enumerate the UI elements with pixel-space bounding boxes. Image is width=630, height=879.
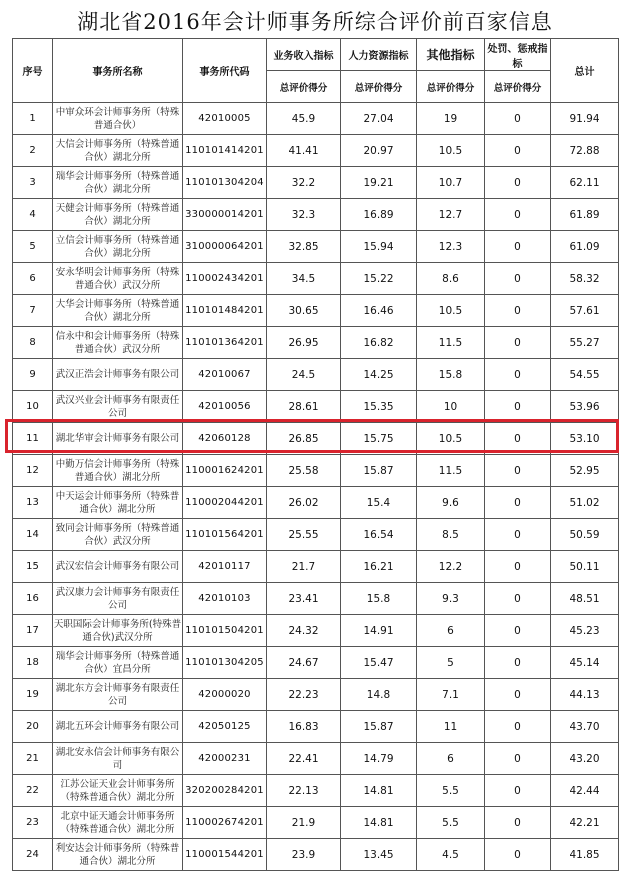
- col-header-revenue: 业务收入指标: [267, 39, 341, 71]
- revenue-score-cell: 45.9: [267, 103, 341, 135]
- revenue-score-cell: 25.55: [267, 519, 341, 551]
- penalty-score-cell: 0: [485, 615, 551, 647]
- hr-score-cell: 13.45: [341, 839, 417, 871]
- code-cell: 42010067: [183, 359, 267, 391]
- table-row: [13, 135, 619, 167]
- penalty-score-cell: 0: [485, 839, 551, 871]
- penalty-score-cell: 0: [485, 199, 551, 231]
- total-cell: 57.61: [551, 295, 619, 327]
- header-row: [13, 39, 619, 71]
- seq-cell: 4: [13, 199, 53, 231]
- highlight-box: [5, 419, 619, 453]
- name-cell: 大华会计师事务所（特殊普通合伙）湖北分所: [53, 295, 183, 327]
- name-cell: 中勤万信会计师事务所（特殊普通合伙）湖北分所: [53, 455, 183, 487]
- name-cell: 江苏公证天业会计师事务所（特殊普通合伙）湖北分所: [53, 775, 183, 807]
- revenue-score-cell: 34.5: [267, 263, 341, 295]
- other-score-cell: 11.5: [417, 327, 485, 359]
- hr-score-cell: 15.87: [341, 711, 417, 743]
- revenue-score-cell: 22.23: [267, 679, 341, 711]
- code-cell: 42010056: [183, 391, 267, 423]
- seq-cell: 24: [13, 839, 53, 871]
- total-cell: 43.70: [551, 711, 619, 743]
- total-cell: 48.51: [551, 583, 619, 615]
- revenue-score-cell: 24.67: [267, 647, 341, 679]
- seq-cell: 6: [13, 263, 53, 295]
- total-cell: 42.44: [551, 775, 619, 807]
- name-cell: 武汉正浩会计师事务有限公司: [53, 359, 183, 391]
- hr-score-cell: 15.87: [341, 455, 417, 487]
- penalty-score-cell: 0: [485, 583, 551, 615]
- revenue-score-cell: 21.9: [267, 807, 341, 839]
- hr-score-cell: 16.46: [341, 295, 417, 327]
- col-header-total: 总计: [551, 39, 619, 103]
- other-score-cell: 10.7: [417, 167, 485, 199]
- revenue-score-cell: 25.58: [267, 455, 341, 487]
- revenue-score-cell: 26.95: [267, 327, 341, 359]
- penalty-score-cell: 0: [485, 295, 551, 327]
- seq-cell: 1: [13, 103, 53, 135]
- penalty-score-cell: 0: [485, 519, 551, 551]
- penalty-score-cell: 0: [485, 647, 551, 679]
- hr-score-cell: 14.81: [341, 807, 417, 839]
- name-cell: 中审众环会计师事务所（特殊普通合伙）: [53, 103, 183, 135]
- name-cell: 致同会计师事务所（特殊普通合伙）武汉分所: [53, 519, 183, 551]
- table-row: [13, 551, 619, 583]
- revenue-score-cell: 26.85: [267, 423, 341, 455]
- subheader-other-score: 总评价得分: [417, 71, 485, 103]
- table-row: [13, 359, 619, 391]
- penalty-score-cell: 0: [485, 679, 551, 711]
- hr-score-cell: 15.4: [341, 487, 417, 519]
- hr-score-cell: 16.82: [341, 327, 417, 359]
- hr-score-cell: 20.97: [341, 135, 417, 167]
- penalty-score-cell: 0: [485, 711, 551, 743]
- penalty-score-cell: 0: [485, 423, 551, 455]
- other-score-cell: 12.2: [417, 551, 485, 583]
- name-cell: 瑞华会计师事务所（特殊普通合伙）宜昌分所: [53, 647, 183, 679]
- penalty-score-cell: 0: [485, 327, 551, 359]
- code-cell: 42010005: [183, 103, 267, 135]
- hr-score-cell: 14.79: [341, 743, 417, 775]
- total-cell: 72.88: [551, 135, 619, 167]
- other-score-cell: 5.5: [417, 775, 485, 807]
- hr-score-cell: 15.8: [341, 583, 417, 615]
- hr-score-cell: 14.81: [341, 775, 417, 807]
- code-cell: 110101564201: [183, 519, 267, 551]
- other-score-cell: 11: [417, 711, 485, 743]
- penalty-score-cell: 0: [485, 103, 551, 135]
- total-cell: 53.10: [551, 423, 619, 455]
- total-cell: 52.95: [551, 455, 619, 487]
- penalty-score-cell: 0: [485, 391, 551, 423]
- other-score-cell: 5.5: [417, 807, 485, 839]
- other-score-cell: 12.7: [417, 199, 485, 231]
- hr-score-cell: 14.91: [341, 615, 417, 647]
- total-cell: 44.13: [551, 679, 619, 711]
- table-row: [13, 583, 619, 615]
- table-row: [13, 839, 619, 871]
- code-cell: 110101364201: [183, 327, 267, 359]
- penalty-score-cell: 0: [485, 807, 551, 839]
- seq-cell: 12: [13, 455, 53, 487]
- other-score-cell: 4.5: [417, 839, 485, 871]
- name-cell: 天健会计师事务所（特殊普通合伙）湖北分所: [53, 199, 183, 231]
- hr-score-cell: 15.22: [341, 263, 417, 295]
- code-cell: 42010117: [183, 551, 267, 583]
- name-cell: 瑞华会计师事务所（特殊普通合伙）湖北分所: [53, 167, 183, 199]
- seq-cell: 19: [13, 679, 53, 711]
- name-cell: 湖北东方会计师事务有限责任公司: [53, 679, 183, 711]
- name-cell: 武汉兴业会计师事务有限责任公司: [53, 391, 183, 423]
- table-row: [13, 743, 619, 775]
- other-score-cell: 10.5: [417, 295, 485, 327]
- total-cell: 58.32: [551, 263, 619, 295]
- total-cell: 50.11: [551, 551, 619, 583]
- hr-score-cell: 15.75: [341, 423, 417, 455]
- code-cell: 110002434201: [183, 263, 267, 295]
- name-cell: 安永华明会计师事务所（特殊普通合伙）武汉分所: [53, 263, 183, 295]
- revenue-score-cell: 22.41: [267, 743, 341, 775]
- code-cell: 320200284201: [183, 775, 267, 807]
- penalty-score-cell: 0: [485, 775, 551, 807]
- name-cell: 立信会计师事务所（特殊普通合伙）湖北分所: [53, 231, 183, 263]
- penalty-score-cell: 0: [485, 455, 551, 487]
- hr-score-cell: 27.04: [341, 103, 417, 135]
- penalty-score-cell: 0: [485, 231, 551, 263]
- seq-cell: 23: [13, 807, 53, 839]
- subheader-penalty-score: 总评价得分: [485, 71, 551, 103]
- code-cell: 110001544201: [183, 839, 267, 871]
- hr-score-cell: 14.25: [341, 359, 417, 391]
- seq-cell: 15: [13, 551, 53, 583]
- revenue-score-cell: 28.61: [267, 391, 341, 423]
- seq-cell: 8: [13, 327, 53, 359]
- col-header-other: 其他指标: [417, 39, 485, 71]
- seq-cell: 3: [13, 167, 53, 199]
- revenue-score-cell: 30.65: [267, 295, 341, 327]
- other-score-cell: 6: [417, 743, 485, 775]
- total-cell: 51.02: [551, 487, 619, 519]
- other-score-cell: 5: [417, 647, 485, 679]
- table-row: [13, 807, 619, 839]
- code-cell: 110101414201: [183, 135, 267, 167]
- revenue-score-cell: 32.85: [267, 231, 341, 263]
- total-cell: 41.85: [551, 839, 619, 871]
- hr-score-cell: 16.89: [341, 199, 417, 231]
- seq-cell: 18: [13, 647, 53, 679]
- total-cell: 45.23: [551, 615, 619, 647]
- col-header-seq: 序号: [13, 39, 53, 103]
- col-header-code: 事务所代码: [183, 39, 267, 103]
- name-cell: 中天运会计师事务所（特殊普通合伙）湖北分所: [53, 487, 183, 519]
- code-cell: 110101304204: [183, 167, 267, 199]
- table-row: [13, 167, 619, 199]
- revenue-score-cell: 22.13: [267, 775, 341, 807]
- table-row: [13, 519, 619, 551]
- other-score-cell: 10.5: [417, 135, 485, 167]
- subheader-hr-score: 总评价得分: [341, 71, 417, 103]
- penalty-score-cell: 0: [485, 263, 551, 295]
- penalty-score-cell: 0: [485, 135, 551, 167]
- other-score-cell: 12.3: [417, 231, 485, 263]
- other-score-cell: 11.5: [417, 455, 485, 487]
- total-cell: 53.96: [551, 391, 619, 423]
- other-score-cell: 9.3: [417, 583, 485, 615]
- seq-cell: 7: [13, 295, 53, 327]
- code-cell: 310000064201: [183, 231, 267, 263]
- col-header-name: 事务所名称: [53, 39, 183, 103]
- revenue-score-cell: 32.2: [267, 167, 341, 199]
- seq-cell: 14: [13, 519, 53, 551]
- hr-score-cell: 19.21: [341, 167, 417, 199]
- subheader-revenue-score: 总评价得分: [267, 71, 341, 103]
- seq-cell: 10: [13, 391, 53, 423]
- name-cell: 武汉康力会计师事务有限责任公司: [53, 583, 183, 615]
- name-cell: 天职国际会计师事务所(特殊普通合伙)武汉分所: [53, 615, 183, 647]
- revenue-score-cell: 21.7: [267, 551, 341, 583]
- table-row: [13, 231, 619, 263]
- total-cell: 61.89: [551, 199, 619, 231]
- seq-cell: 13: [13, 487, 53, 519]
- other-score-cell: 6: [417, 615, 485, 647]
- hr-score-cell: 15.47: [341, 647, 417, 679]
- name-cell: 北京中证天通会计师事务所（特殊普通合伙）湖北分所: [53, 807, 183, 839]
- code-cell: 110101504201: [183, 615, 267, 647]
- seq-cell: 9: [13, 359, 53, 391]
- col-header-hr: 人力资源指标: [341, 39, 417, 71]
- ranking-table: [12, 38, 619, 871]
- revenue-score-cell: 24.5: [267, 359, 341, 391]
- code-cell: 110101304205: [183, 647, 267, 679]
- other-score-cell: 10.5: [417, 423, 485, 455]
- code-cell: 110001624201: [183, 455, 267, 487]
- table-row: [13, 711, 619, 743]
- seq-cell: 17: [13, 615, 53, 647]
- other-score-cell: 15.8: [417, 359, 485, 391]
- code-cell: 42050125: [183, 711, 267, 743]
- hr-score-cell: 16.21: [341, 551, 417, 583]
- table-row: [13, 391, 619, 423]
- table-row: [13, 487, 619, 519]
- code-cell: 42060128: [183, 423, 267, 455]
- seq-cell: 2: [13, 135, 53, 167]
- name-cell: 信永中和会计师事务所（特殊普通合伙）武汉分所: [53, 327, 183, 359]
- total-cell: 50.59: [551, 519, 619, 551]
- name-cell: 湖北安永信会计师事务有限公司: [53, 743, 183, 775]
- total-cell: 91.94: [551, 103, 619, 135]
- name-cell: 大信会计师事务所（特殊普通合伙）湖北分所: [53, 135, 183, 167]
- table-row: [13, 103, 619, 135]
- seq-cell: 20: [13, 711, 53, 743]
- name-cell: 武汉宏信会计师事务有限公司: [53, 551, 183, 583]
- table-row: [13, 295, 619, 327]
- code-cell: 110101484201: [183, 295, 267, 327]
- page-title: 湖北省2016年会计师事务所综合评价前百家信息: [77, 10, 553, 34]
- table-row: [13, 615, 619, 647]
- seq-cell: 5: [13, 231, 53, 263]
- total-cell: 43.20: [551, 743, 619, 775]
- seq-cell: 21: [13, 743, 53, 775]
- table-row: [13, 775, 619, 807]
- code-cell: 42010103: [183, 583, 267, 615]
- penalty-score-cell: 0: [485, 167, 551, 199]
- hr-score-cell: 16.54: [341, 519, 417, 551]
- revenue-score-cell: 23.9: [267, 839, 341, 871]
- hr-score-cell: 15.94: [341, 231, 417, 263]
- table-row: [13, 327, 619, 359]
- total-cell: 61.09: [551, 231, 619, 263]
- table-row: [13, 199, 619, 231]
- seq-cell: 22: [13, 775, 53, 807]
- name-cell: 利安达会计师事务所（特殊普通合伙）湖北分所: [53, 839, 183, 871]
- hr-score-cell: 14.8: [341, 679, 417, 711]
- code-cell: 42000231: [183, 743, 267, 775]
- revenue-score-cell: 23.41: [267, 583, 341, 615]
- hr-score-cell: 15.35: [341, 391, 417, 423]
- other-score-cell: 8.5: [417, 519, 485, 551]
- penalty-score-cell: 0: [485, 487, 551, 519]
- penalty-score-cell: 0: [485, 551, 551, 583]
- code-cell: 110002674201: [183, 807, 267, 839]
- other-score-cell: 7.1: [417, 679, 485, 711]
- revenue-score-cell: 16.83: [267, 711, 341, 743]
- revenue-score-cell: 41.41: [267, 135, 341, 167]
- table-row: [13, 679, 619, 711]
- penalty-score-cell: 0: [485, 359, 551, 391]
- table-row: [13, 263, 619, 295]
- seq-cell: 11: [13, 423, 53, 455]
- code-cell: 42000020: [183, 679, 267, 711]
- revenue-score-cell: 24.32: [267, 615, 341, 647]
- total-cell: 45.14: [551, 647, 619, 679]
- total-cell: 55.27: [551, 327, 619, 359]
- table-body: [13, 103, 619, 871]
- other-score-cell: 10: [417, 391, 485, 423]
- penalty-score-cell: 0: [485, 743, 551, 775]
- name-cell: 湖北华审会计师事务有限公司: [53, 423, 183, 455]
- code-cell: 330000014201: [183, 199, 267, 231]
- table-row: [13, 455, 619, 487]
- table-row: [13, 647, 619, 679]
- code-cell: 110002044201: [183, 487, 267, 519]
- col-header-penalty: 处罚、惩戒指标: [485, 39, 551, 71]
- name-cell: 湖北五环会计师事务有限公司: [53, 711, 183, 743]
- revenue-score-cell: 32.3: [267, 199, 341, 231]
- seq-cell: 16: [13, 583, 53, 615]
- total-cell: 54.55: [551, 359, 619, 391]
- total-cell: 42.21: [551, 807, 619, 839]
- total-cell: 62.11: [551, 167, 619, 199]
- other-score-cell: 8.6: [417, 263, 485, 295]
- revenue-score-cell: 26.02: [267, 487, 341, 519]
- other-score-cell: 9.6: [417, 487, 485, 519]
- other-score-cell: 19: [417, 103, 485, 135]
